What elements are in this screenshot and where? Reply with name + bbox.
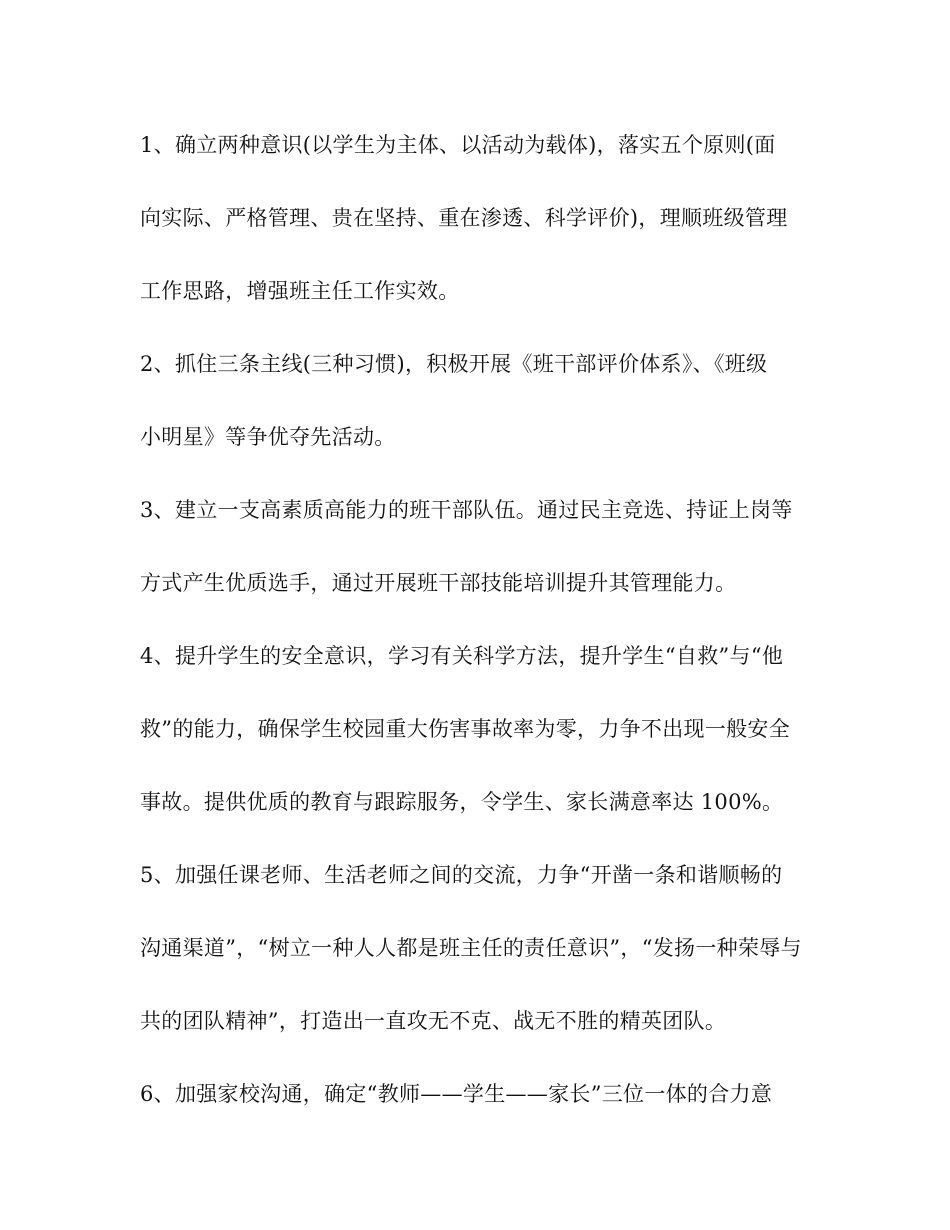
text-line: 3、建立一支高素质高能力的班干部队伍。通过民主竞选、持证上岗等 [140,498,793,522]
text-line: 事故。提供优质的教育与跟踪服务，令学生、家长满意率达 100%。 [140,790,784,814]
text-line: 小明星》等争优夺先活动。 [140,425,396,449]
text-line: 沟通渠道”，“树立一种人人都是班主任的责任意识”，“发扬一种荣辱与 [140,936,802,960]
text-line: 5、加强任课老师、生活老师之间的交流，力争“开凿一条和谐顺畅的 [140,863,783,887]
text-line: 向实际、严格管理、贵在坚持、重在渗透、科学评价)，理顺班级管理 [140,206,788,230]
text-line: 救”的能力，确保学生校园重大伤害事故率为零，力争不出现一般安全 [140,717,791,741]
text-line: 6、加强家校沟通，确定“教师——学生——家长”三位一体的合力意 [140,1082,773,1106]
text-line: 4、提升学生的安全意识，学习有关科学方法，提升学生“自救”与“他 [140,644,784,668]
text-line: 2、抓住三条主线(三种习惯)，积极开展《班干部评价体系》、《班级 [140,352,768,376]
text-line: 方式产生优质选手，通过开展班干部技能培训提升其管理能力。 [140,571,737,595]
document-body [140,109,820,1131]
text-line: 1、确立两种意识(以学生为主体、以活动为载体)，落实五个原则(面 [140,133,776,157]
text-line: 共的团队精神”，打造出一直攻无不克、战无不胜的精英团队。 [140,1009,727,1033]
text-line: 工作思路，增强班主任工作实效。 [140,279,460,303]
